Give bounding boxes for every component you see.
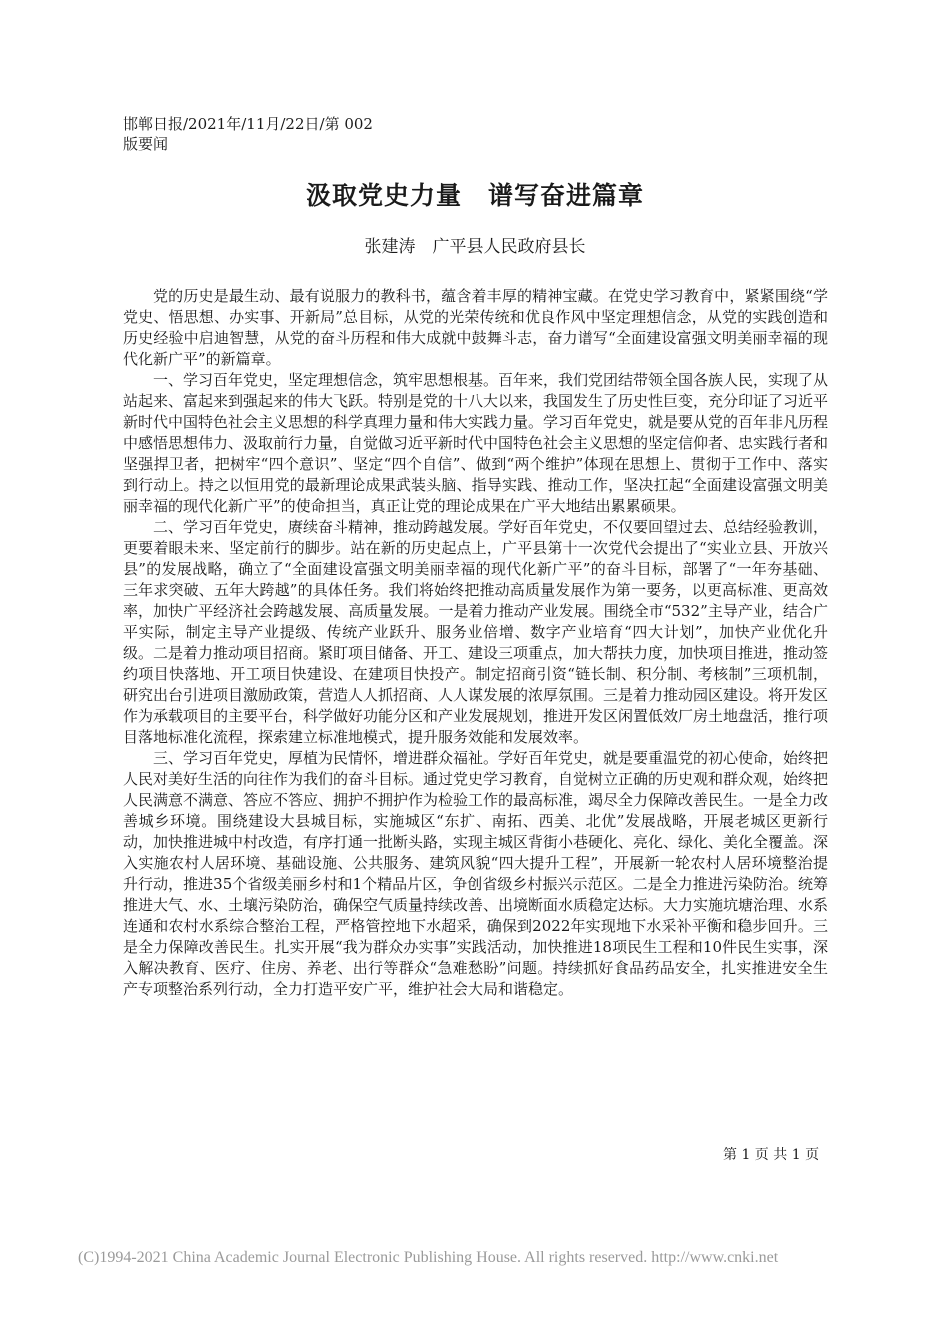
page-indicator: 第 1 页 共 1 页 bbox=[723, 1147, 820, 1163]
article-meta bbox=[123, 114, 373, 154]
paragraph-section-2: 二、学习百年党史，赓续奋斗精神，推动跨越发展。学好百年党史，不仅要回望过去、总结经验教训，更要着眼未来、坚定前行的脚步。站在新的历史起点上，广平县第十一次党代会提出了“实业立县、开放兴县”的发展战略，确立了“全面建设富强文明美丽幸福的现代化新广平”的奋斗目标，部署了“一年夯基础、三年求突破、五年大跨越”的具体任务。我们将始终把推动高质量发展作为第一要务，以更高标准、更高效率，加快广平经济社会跨越发展、高质量发展。一是着力推动产业发展。围绕全市“532”主导产业，结合广平实际，制定主导产业提级、传统产业跃升、服务业倍增、数字产业培育“四大计划”，加快产业优化升级。二是着力推动项目招商。紧盯项目储备、开工、建设三项重点，加大帮扶力度，加快项目推进，推动签约项目快落地、开工项目快建设、在建项目快投产。制定招商引资“链长制、积分制、考核制”三项机制，研究出台引进项目激励政策，营造人人抓招商、人人谋发展的浓厚氛围。三是着力推动园区建设。将开发区作为承载项目的主要平台，科学做好功能分区和产业发展规划，推进开发区闲置低效厂房土地盘活，推行项目落地标准化流程，探索建立标准地模式，提升服务效能和发展效率。 bbox=[123, 518, 829, 746]
section-label: 版要闻 bbox=[123, 135, 169, 153]
article-byline: 张建涛 广平县人民政府县长 bbox=[364, 237, 586, 257]
article-body bbox=[123, 286, 828, 1000]
article-title: 汲取党史力量 谱写奋进篇章 bbox=[305, 181, 644, 210]
copyright-footer: (C)1994-2021 China Academic Journal Electronic Publishing House. All rights reserved. http://www.cnki.net bbox=[78, 1249, 779, 1266]
paragraph-section-1: 一、学习百年党史，坚定理想信念，筑牢思想根基。百年来，我们党团结带领全国各族人民，实现了从站起来、富起来到强起来的伟大飞跃。特别是党的十八大以来，我国发生了历史性巨变，充分印证了习近平新时代中国特色社会主义思想的科学真理力量和伟大实践力量。学习百年党史，就是要从党的百年非凡历程中感悟思想伟力、汲取前行力量，自觉做习近平新时代中国特色社会主义思想的坚定信仰者、忠实践行者和坚强捍卫者，把树牢“四个意识”、坚定“四个自信”、做到“两个维护”体现在思想上、贯彻于工作中、落实到行动上。持之以恒用党的最新理论成果武装头脑、指导实践、推动工作，坚决扛起“全面建设富强文明美丽幸福的现代化新广平”的使命担当，真正让党的理论成果在广平大地结出累累硕果。 bbox=[123, 371, 829, 515]
paragraph-section-3: 三、学习百年党史，厚植为民情怀，增进群众福祉。学好百年党史，就是要重温党的初心使命，始终把人民对美好生活的向往作为我们的奋斗目标。通过党史学习教育，自觉树立正确的历史观和群众观，始终把人民满意不满意、答应不答应、拥护不拥护作为检验工作的最高标准，竭尽全力保障改善民生。一是全力改善城乡环境。围绕建设大县城目标，实施城区“东扩、南拓、西美、北优”发展战略，开展老城区更新行动，加快推进城中村改造，有序打通一批断头路，实现主城区背街小巷硬化、亮化、绿化、美化全覆盖。深入实施农村人居环境、基础设施、公共服务、建筑风貌“四大提升工程”，开展新一轮农村人居环境整治提升行动，推进35个省级美丽乡村和1个精品片区，争创省级乡村振兴示范区。二是全力推进污染防治。统筹推进大气、水、土壤污染防治，确保空气质量持续改善、出境断面水质稳定达标。大力实施坑塘治理、水系连通和农村水系综合整治工程，严格管控地下水超采，确保到2022年实现地下水采补平衡和稳步回升。三是全力保障改善民生。扎实开展“我为群众办实事”实践活动，加快推进18项民生工程和10件民生实事，深入解决教育、医疗、住房、养老、出行等群众“急难愁盼”问题。持续抓好食品药品安全，扎实推进安全生产专项整治系列行动，全力打造平安广平，维护社会大局和谐稳定。 bbox=[123, 749, 829, 998]
source-line: 邯郸日报/2021年/11月/22日/第 002 bbox=[123, 115, 373, 133]
paragraph-intro: 党的历史是最生动、最有说服力的教科书，蕴含着丰厚的精神宝藏。在党史学习教育中，紧紧围绕“学党史、悟思想、办实事、开新局”总目标，从党的光荣传统和优良作风中坚定理想信念，从党的实践创造和历史经验中启迪智慧，从党的奋斗历程和伟大成就中鼓舞斗志，奋力谱写“全面建设富强文明美丽幸福的现代化新广平”的新篇章。 bbox=[123, 287, 828, 368]
